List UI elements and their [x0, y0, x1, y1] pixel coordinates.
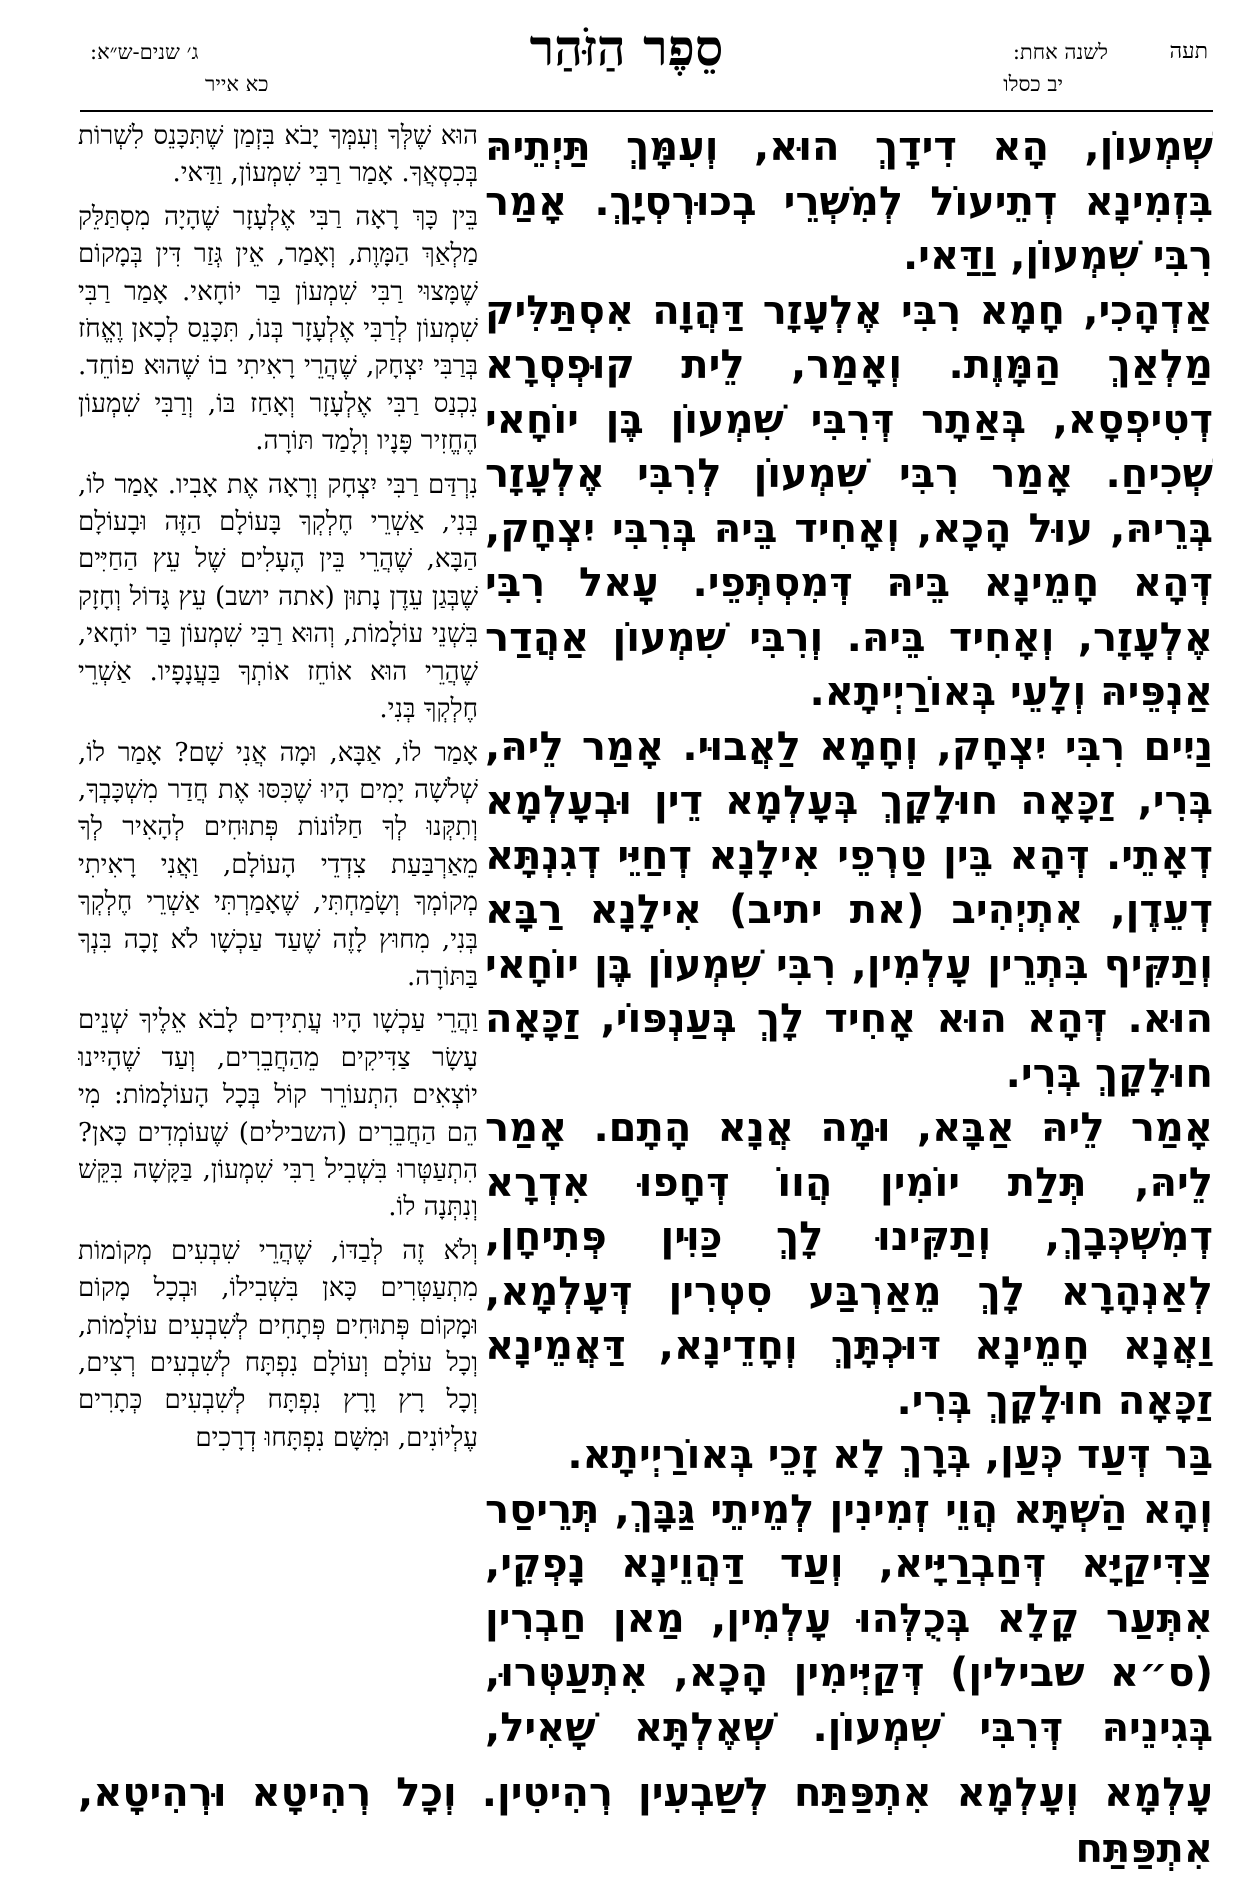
page-title: סֵפֶר הַזֹּהַר — [529, 18, 724, 77]
side-paragraph: וְלֹא זֶה לְבַדּוֹ, שֶׁהֲרֵי שִׁבְעִים מְקוֹמוֹת מִתְעַטְּרִים כָּאן בִּשְׁבִילוֹ, וּבְכָל מָקוֹם וּמָקוֹם פְּתוּחִים פְּתָחִים לְשִׁבְעִים עוֹלָמוֹת, וְכָל עוֹלָם וְעוֹלָם נִפְתָּח לְשִׁבְעִים רְצִים, וְכָל רָץ וָרָץ נִפְתָּח לְשִׁבְעִים כְּתָרִים עֶלְיוֹנִים, וּמִשָּׁם נִפְתָּחוּ דְרָכִים — [78, 1235, 478, 1453]
side-paragraph: הוּא שֶׁלְּךָ וְעִמְּךָ יָבֹא בִּזְמַן שֶׁתִּכָּנֵס לִשְׁרוֹת בְּכִסְאֲךָ. אָמַר רַבִּי שִׁמְעוֹן, וַדַּאי. — [78, 121, 478, 189]
schedule-one-year: לשנה אחת: — [1012, 40, 1108, 64]
side-paragraph: וַהֲרֵי עַכְשָׁו הָיוּ עֲתִידִים לָבֹא אֵלֶיךָ שְׁנֵים עָשָׂר צַדִּיקִים מֵהַחֲבֵרִים, וְעַד שֶׁהָיִינוּ יוֹצְאִים הִתְעוֹרֵר קוֹל בְּכָל הָעוֹלָמוֹת: מִי הֵם הַחֲבֵרִים (השבילים) שֶׁעוֹמְדִים כָּאן? הִתְעַטְּרוּ בִּשְׁבִיל רַבִּי שִׁמְעוֹן, בַּקָּשָׁה בִּקֵּשׁ וְנִתְּנָה לוֹ. — [78, 1005, 478, 1223]
main-paragraph: נַיִים רִבִּי יִצְחָק, וְחָמָא לַאֲבוּי. אָמַר לֵיהּ, בְּרִי, זַכָּאָה חוּלָקָךְ בְּעָלְמָא דֵין וּבְעָלְמָא דְאָתֵי. דְּהָא בֵּין טַרְפֵי אִילָנָא דְחַיֵּי דְגִנְתָּא דְעֵדֶן, אִתְיְהִיב (את יתיב) אִילָנָא רַבָּא וְתַקִּיף בִּתְרֵין עָלְמִין, רִבִּי שִׁמְעוֹן בֶּן יוֹחָאי הוּא. דְּהָא הוּא אָחִיד לָךְ בְּעַנְפּוֹי, זַכָּאָה חוּלָקָךְ בְּרִי. — [485, 723, 1213, 1097]
main-paragraph: אָמַר לֵיהּ אַבָּא, וּמָה אֲנָא הָתָם. אָמַר לֵיהּ, תְּלַת יוֹמִין הֲווֹ דְּחָפוּ אִדְרָא דְמִשְׁכְּבָךְ, וְתַקִּינוּ לָךְ כַּוִּין פְּתִיחָן, לְאַנְהָרָא לָךְ מֵאַרְבַּע סִטְרִין דְּעָלְמָא, וַאֲנָא חָמֵינָא דּוּכְתָּךְ וְחָדֵינָא, דַּאֲמֵינָא זַכָּאָה חוּלָקָךְ בְּרִי. — [485, 1105, 1213, 1424]
schedule-three-years: ג׳ שנים-ש״א: — [90, 40, 199, 64]
schedule-one-year-date: יב כסלו — [1003, 72, 1063, 96]
side-paragraph: נִרְדַּם רַבִּי יִצְחָק וְרָאָה אֶת אָבִיו. אָמַר לוֹ, בְּנִי, אַשְׁרֵי חֶלְקְךָ בָּעוֹלָם הַזֶּה וּבָעוֹלָם הַבָּא, שֶׁהֲרֵי בֵּין הֶעָלִים שֶׁל עֵץ הַחַיִּים שֶׁבְּגַן עֵדֶן נָתוּן (אתה יושב) עֵץ גָּדוֹל וְחָזָק בִּשְׁנֵי עוֹלָמוֹת, וְהוּא רַבִּי שִׁמְעוֹן בַּר יוֹחָאי, שֶׁהֲרֵי הוּא אוֹחֵז אוֹתְךָ בַּעֲנָפָיו. אַשְׁרֵי חֶלְקְךָ בְּנִי. — [78, 469, 478, 725]
header-divider — [80, 110, 1213, 112]
schedule-three-years-date: כא אייר — [205, 72, 269, 96]
hebrew-translation-column — [78, 118, 478, 1758]
main-paragraph: אַדְהָכִי, חָמָא רִבִּי אֶלְעָזָר דַּהֲוָה אִסְתַּלִּיק מַלְאַךְ הַמָּוֶת. וְאָמַר, לֵית קוּפְסְרָא דְטִיפְסָא, בְּאַתָר דְּרִבִּי שִׁמְעוֹן בֶּן יוֹחָאי שְׁכִיחַ. אָמַר רִבִּי שִׁמְעוֹן לְרִבִּי אֶלְעָזָר בְּרֵיהּ, עוּל הָכָא, וְאָחִיד בֵּיהּ בְּרִבִּי יִצְחָק, דְּהָא חָמֵינָא בֵּיהּ דְּמִסְתְּפֵי. עָאל רִבִּי אֶלְעָזָר, וְאָחִיד בֵּיהּ. וְרִבִּי שִׁמְעוֹן אַהֲדַר אַנְפֵּיהּ וְלָעֵי בְּאוֹרַיְיתָא. — [485, 287, 1213, 715]
main-paragraph: בַּר דְּעַד כְּעַן, בְּרָךְ לָא זָכֵי בְּאוֹרַיְיתָא. — [567, 1432, 1213, 1478]
side-paragraph: אָמַר לוֹ, אַבָּא, וּמָה אֲנִי שָׁם? אָמַר לוֹ, שְׁלֹשָׁה יָמִים הָיוּ שֶׁכִּסּוּ אֶת חֲדַר מִשְׁכָּבְךָ, וְתִקְּנוּ לְךָ חַלּוֹנוֹת פְּתוּחִים לְהָאִיר לְךָ מֵאַרְבַּעַת צִדְדֵי הָעוֹלָם, וַאֲנִי רָאִיתִי מְקוֹמְךָ וְשָׂמַחְתִּי, שֶׁאָמַרְתִּי אַשְׁרֵי חֶלְקְךָ בְּנִי, מִחוּץ לָזֶה שֶׁעַד עַכְשָׁו לֹא זָכָה בִּנְךָ בַּתּוֹרָה. — [78, 737, 478, 992]
main-paragraph: וְהָא הַשְׁתָּא הֲוֵי זְמִינִין לְמֵיתֵי גַּבָּךְ, תְּרֵיסַר צַדִּיקַיָּא דְּחַבְרַיָּיא, וְעַד דַּהֲוֵינָא נָפְקֵי, אִתְּעַר קָלָא בְּכֻלְּהוּ עָלְמִין, מַאן חַבְרִין (ס״א שבילין) דְּקַיְּימִין הָכָא, אִתְעַטְּרוּ, בְּגִינֵיהּ דְּרִבִּי שִׁמְעוֹן. שְׁאֶלְתָּא שָׁאִיל, — [485, 1486, 1213, 1750]
aramaic-main-column — [485, 120, 1213, 1750]
bottom-continuation-text: עָלְמָא וְעָלְמָא אִתְפַּתַּח לְשַׁבְעִין רְהִיטִין. וְכָל רְהִיטָא וּרְהִיטָא, אִתְפַּתַּח — [78, 1770, 1213, 1872]
side-paragraph: בֵּין כָּךְ רָאָה רַבִּי אֶלְעָזָר שֶׁהָיָה מִסְתַּלֵּק מַלְאַךְ הַמָּוֶת, וְאָמַר, אֵין גְּזַר דִּין בְּמָקוֹם שֶׁמָּצוּי רַבִּי שִׁמְעוֹן בַּר יוֹחָאי. אָמַר רַבִּי שִׁמְעוֹן לְרַבִּי אֶלְעָזָר בְּנוֹ, תִּכָּנֵס לְכָאן וֶאֱחֹז בְּרַבִּי יִצְחָק, שֶׁהֲרֵי רָאִיתִי בוֹ שֶׁהוּא פוֹחֵד. נִכְנַס רַבִּי אֶלְעָזָר וְאָחַז בּוֹ, וְרַבִּי שִׁמְעוֹן הֶחֱזִיר פָּנָיו וְלָמַד תּוֹרָה. — [78, 201, 478, 457]
page-number: תעה — [1169, 39, 1208, 64]
main-paragraph: שְׁמְעוֹן, הָא דִידָךְ הוּא, וְעִמָּךְ תַּיְתֵיהּ בִּזְמִינָא דְתֵיעוֹל לְמִשְׁרֵי בְכוּרְסְיָךְ. אָמַר רִבִּי שִׁמְעוֹן, וַדַּאי. — [485, 124, 1213, 279]
